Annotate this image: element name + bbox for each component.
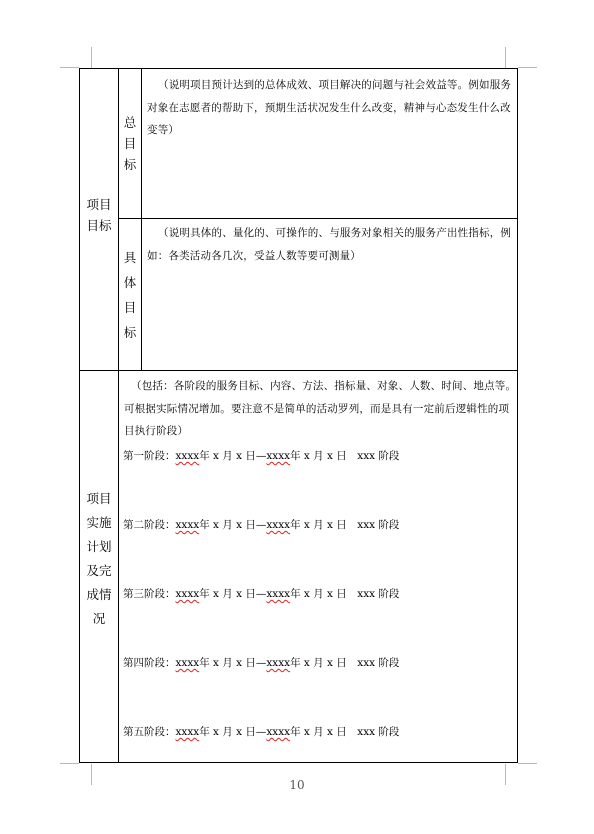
stage-suffix: 年 x 月 x 日 xxx 阶段 — [290, 657, 400, 669]
stage-prefix: 第四阶段： — [123, 657, 176, 669]
plan-intro-text: （包括：各阶段的服务目标、内容、方法、指标量、对象、人数、时间、地点等。可根据实际情况增加。要注意不是简单的活动罗列，而是具有一定前后逻辑性的项目执行阶段） — [124, 380, 517, 437]
stage-line — [123, 655, 399, 670]
overall-goal-label-text: 总目标 — [123, 114, 137, 172]
stage-suffix: 年 x 月 x 日 xxx 阶段 — [290, 450, 400, 462]
crop-mark-top-right-v — [505, 47, 506, 68]
crop-mark-top-left-v — [91, 47, 92, 68]
stage-line — [123, 724, 399, 739]
crop-mark-bottom-left-h — [60, 763, 79, 764]
stage-y2: xxxx — [266, 657, 291, 669]
stage-suffix: 年 x 月 x 日 xxx 阶段 — [290, 726, 400, 738]
overall-goal-text: （说明项目预计达到的总体成效、项目解决的问题与社会效益等。例如服务对象在志愿者的帮助下，预期生活状况发生什么改变，精神与心态发生什么改变等） — [147, 79, 512, 136]
stage-y1: xxxx — [175, 519, 200, 531]
stage-mid: 年 x 月 x 日— — [199, 519, 267, 531]
stage-prefix: 第一阶段： — [123, 450, 176, 462]
stage-line — [123, 586, 399, 601]
goal-section-label — [80, 189, 118, 241]
crop-mark-top-right-h — [518, 67, 537, 68]
stage-mid: 年 x 月 x 日— — [199, 657, 267, 669]
specific-goal-label — [119, 249, 141, 341]
stage-y2: xxxx — [266, 726, 291, 738]
page-number: 10 — [289, 778, 305, 792]
stage-y1: xxxx — [175, 588, 200, 600]
plan-section-label — [80, 489, 118, 629]
col-divider-sub — [141, 69, 142, 370]
specific-goal-text: （说明具体的、量化的、可操作的、与服务对象相关的服务产出性指标，例如：各类活动各几次，受益人数等要可测量） — [147, 227, 512, 262]
stage-y2: xxxx — [266, 588, 291, 600]
crop-mark-bottom-right-h — [518, 763, 537, 764]
specific-goal-label-text: 具体目标 — [123, 250, 137, 340]
plan-section-label-text: 项目实施计划及完成情况 — [86, 491, 112, 626]
stage-y1: xxxx — [175, 657, 200, 669]
stage-prefix: 第五阶段： — [123, 726, 176, 738]
stage-y1: xxxx — [175, 726, 200, 738]
stage-mid: 年 x 月 x 日— — [199, 726, 267, 738]
stage-y2: xxxx — [266, 450, 291, 462]
stage-prefix: 第三阶段： — [123, 588, 176, 600]
row-divider-section — [80, 370, 518, 371]
row-divider-goal — [118, 218, 518, 219]
stage-suffix: 年 x 月 x 日 xxx 阶段 — [290, 519, 400, 531]
stage-y2: xxxx — [266, 519, 291, 531]
crop-mark-top-left-h — [60, 67, 79, 68]
stage-mid: 年 x 月 x 日— — [199, 450, 267, 462]
stage-prefix: 第二阶段： — [123, 519, 176, 531]
stage-suffix: 年 x 月 x 日 xxx 阶段 — [290, 588, 400, 600]
overall-goal-label — [119, 104, 141, 182]
stage-line — [123, 448, 399, 463]
goal-section-label-text: 项目目标 — [86, 197, 112, 233]
stage-line — [123, 517, 399, 532]
stage-mid: 年 x 月 x 日— — [199, 588, 267, 600]
stage-y1: xxxx — [175, 450, 200, 462]
